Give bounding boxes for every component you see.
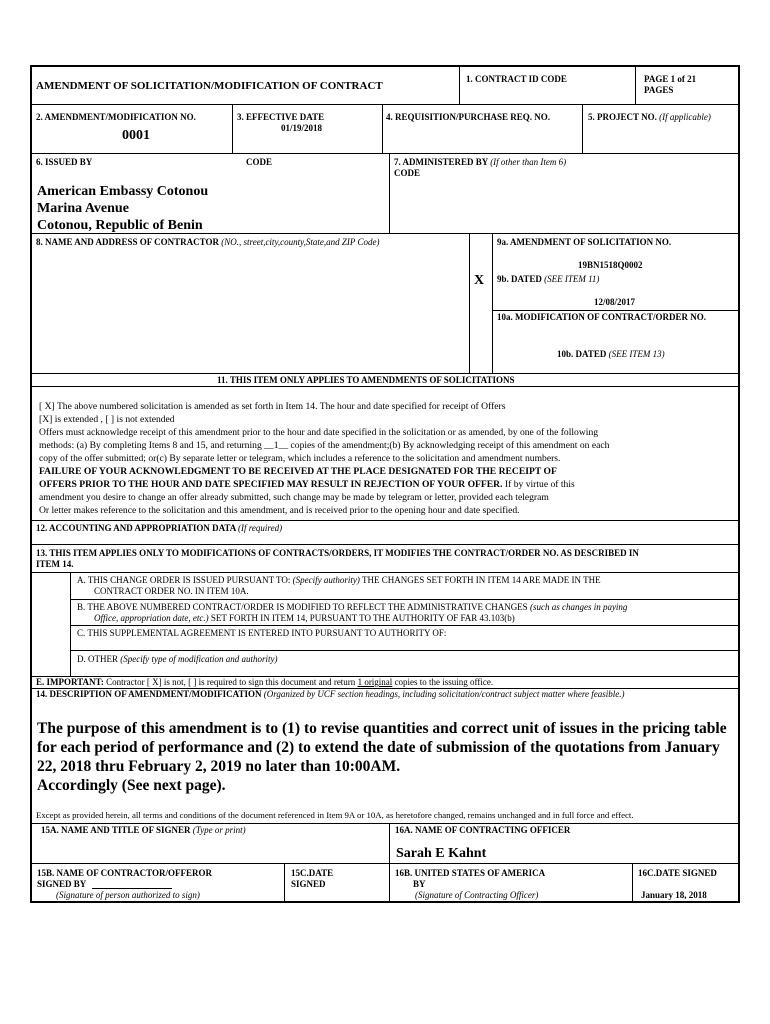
divider <box>632 863 633 903</box>
option-b-note2: Office, appropriation date, etc.) <box>94 613 209 623</box>
issued-by-code-label: CODE <box>246 157 273 167</box>
date-signed-15c-label-1: 15C.DATE <box>291 868 334 878</box>
contractor-signature-line <box>92 888 172 889</box>
item14-label <box>36 689 625 700</box>
important-text-1: Contractor [ X] is not, [ ] is required to sign this document and return <box>103 677 358 687</box>
divider <box>32 544 738 545</box>
divider <box>382 104 383 153</box>
item11-line-6: amendment you desire to change an offer already submitted, such change may be made by telegram or letter, provided each telegram <box>39 492 549 503</box>
dated-9b-value: 12/08/2017 <box>594 297 636 307</box>
issued-by-label: 6. ISSUED BY <box>36 157 93 167</box>
page-total: 21 <box>687 74 697 84</box>
page-label: PAGE <box>644 74 669 84</box>
signer-name-label <box>41 825 246 836</box>
amendment-no-label: 2. AMENDMENT/MODIFICATION NO. <box>36 112 196 122</box>
divider <box>32 520 738 521</box>
page-number: 1 <box>670 74 676 84</box>
project-label-note: (If applicable) <box>659 112 711 122</box>
option-d-note: (Specify type of modification and authority) <box>120 654 278 664</box>
officer-name-label: 16A. NAME OF CONTRACTING OFFICER <box>395 825 571 835</box>
issuer-line-3: Cotonou, Republic of Benin <box>37 218 203 233</box>
amendment-no-value: 0001 <box>122 128 150 143</box>
option-b-suffix: SET FORTH IN ITEM 14, PURSUANT TO THE AUTHORITY OF FAR 43.103(b) <box>208 613 515 623</box>
item13-option-b <box>77 602 627 613</box>
effective-date-value: 01/19/2018 <box>281 123 323 133</box>
except-statement: Except as provided herein, all terms and conditions of the document referenced in Item 9A or 10A, as heretofore changed, remains unchanged and in full force and effect. <box>36 810 634 820</box>
divider <box>70 625 738 626</box>
divider <box>32 572 738 573</box>
issuer-line-2: Marina Avenue <box>37 201 129 216</box>
item13-option-b-line2 <box>94 613 515 624</box>
usa-signed-label-2: BY <box>413 879 426 889</box>
s15a-label-text: 15A. NAME AND TITLE OF SIGNER <box>41 825 191 835</box>
divider <box>32 104 738 105</box>
option-a-prefix: A. THIS CHANGE ORDER IS ISSUED PURSUANT TO: <box>77 575 291 585</box>
divider <box>389 153 390 233</box>
divider <box>635 67 636 104</box>
project-label-text: 5. PROJECT NO. <box>588 112 657 122</box>
solicitation-no-label: 9a. AMENDMENT OF SOLICITATION NO. <box>497 237 672 247</box>
divider <box>284 863 285 903</box>
pages-label: PAGES <box>644 85 674 95</box>
item13-option-c: C. THIS SUPPLEMENTAL AGREEMENT IS ENTERED INTO PURSUANT TO AUTHORITY OF: <box>77 628 447 638</box>
divider <box>32 153 738 154</box>
item13-option-d <box>77 654 277 665</box>
dated-10b-note: (SEE ITEM 13) <box>608 349 665 359</box>
item11-failure-1: FAILURE OF YOUR ACKNOWLEDGMENT TO BE RECEIVED AT THE PLACE DESIGNATED FOR THE RECEIPT OF <box>39 466 557 477</box>
item13-option-a <box>77 575 601 586</box>
divider <box>70 599 738 600</box>
requisition-label: 4. REQUISITION/PURCHASE REQ. NO. <box>386 112 551 122</box>
item13-heading-2: ITEM 14. <box>36 559 74 569</box>
divider <box>232 104 233 153</box>
option-b-prefix: B. THE ABOVE NUMBERED CONTRACT/ORDER IS MODIFIED TO REFLECT THE ADMINISTRATIVE CHANGES <box>77 602 528 612</box>
contractor-label-note: (NO., street,city,county,State,and ZIP Code) <box>221 237 380 247</box>
divider <box>70 572 71 676</box>
administered-code-label: CODE <box>394 168 421 178</box>
item11-line-1: [ X] The above numbered solicitation is amended as set forth in Item 14. The hour and date specified for receipt of Offers <box>39 401 506 412</box>
amendment-accordingly: Accordingly (See next page). <box>37 777 226 794</box>
important-notice <box>36 677 493 688</box>
item11-failure-bold: OFFERS PRIOR TO THE HOUR AND DATE SPECIFIED MAY RESULT IN REJECTION OF YOUR OFFER. <box>39 479 503 490</box>
item12-label <box>36 523 282 534</box>
page-of: of <box>677 74 685 84</box>
divider <box>492 233 493 373</box>
contractor-signed-label-2: SIGNED BY <box>37 879 87 889</box>
item11-failure-tail: If by virtue of this <box>502 479 575 490</box>
date-signed-15c-label-2: SIGNED <box>291 879 326 889</box>
item11-line-2: [X] is extended , [ ] is not extended <box>39 414 175 425</box>
divider <box>70 650 738 651</box>
divider <box>459 67 460 104</box>
item13-heading-1: 13. THIS ITEM APPLIES ONLY TO MODIFICATIONS OF CONTRACTS/ORDERS, IT MODIFIES THE CONTRACT/ORDER NO. AS DESCRIBED IN <box>36 548 639 558</box>
item11-line-4: methods: (a) By completing Items 8 and 15, and returning __1__ copies of the amendment;(b) By acknowledging receipt of this amendment on each <box>39 440 610 451</box>
administered-label-text: 7. ADMINISTERED BY <box>394 157 488 167</box>
date-signed-16c-label: 16C.DATE SIGNED <box>638 868 717 878</box>
contractor-label-text: 8. NAME AND ADDRESS OF CONTRACTOR <box>36 237 220 247</box>
important-prefix: E. IMPORTANT: <box>36 677 104 687</box>
amendment-purpose: The purpose of this amendment is to (1) to revise quantities and correct unit of issues in the pricing table for each period of performance and (2) to extend the date of submission of the quotations from January 22, 2018 thru February 2, 2019 no later than 10:00AM. <box>37 720 727 775</box>
modification-no-label: 10a. MODIFICATION OF CONTRACT/ORDER NO. <box>497 312 707 322</box>
administered-label-note: (If other than Item 6) <box>490 157 567 167</box>
divider <box>32 373 738 374</box>
project-no-label <box>588 112 711 123</box>
option-a-suffix: THE CHANGES SET FORTH IN ITEM 14 ARE MADE IN THE <box>359 575 601 585</box>
divider <box>469 233 470 373</box>
date-signed-16c-value: January 18, 2018 <box>641 890 707 900</box>
usa-signed-label-1: 16B. UNITED STATES OF AMERICA <box>395 868 546 878</box>
divider <box>492 310 738 311</box>
item11-line-5: copy of the offer submitted; or(c) By separate letter or telegram, which includes a reference to the solicitation and amendment numbers. <box>39 453 561 464</box>
option-a-note: (Specify authority) <box>292 575 360 585</box>
amendment-form <box>30 65 740 903</box>
divider <box>32 386 738 387</box>
item14-label-note: (Organized by UCF section headings, including solicitation/contract subject matter where feasible.) <box>263 689 625 699</box>
effective-date-label: 3. EFFECTIVE DATE <box>237 112 325 122</box>
dated-10b-text: 10b. DATED <box>557 349 607 359</box>
item14-label-text: 14. DESCRIPTION OF AMENDMENT/MODIFICATION <box>36 689 262 699</box>
divider <box>32 823 738 824</box>
divider <box>582 104 583 153</box>
item11-heading: 11. THIS ITEM ONLY APPLIES TO AMENDMENTS OF SOLICITATIONS <box>217 375 515 385</box>
dated-10b-label <box>557 349 665 360</box>
form-title: AMENDMENT OF SOLICITATION/MODIFICATION OF CONTRACT <box>36 80 383 92</box>
page-indicator <box>644 74 696 85</box>
s15a-label-note: (Type or print) <box>192 825 246 835</box>
item13-option-a-line2: CONTRACT ORDER NO. IN ITEM 10A. <box>94 586 249 596</box>
officer-name-value: Sarah E Kahnt <box>396 846 487 861</box>
issuer-line-1: American Embassy Cotonou <box>37 184 209 199</box>
dated-9b-note: (SEE ITEM 11) <box>544 274 600 284</box>
administered-by-label <box>394 157 566 168</box>
contract-id-label: 1. CONTRACT ID CODE <box>466 74 567 84</box>
contractor-signature-note: (Signature of person authorized to sign) <box>56 890 200 900</box>
item11-failure-2 <box>39 479 575 492</box>
contractor-signed-label-1: 15B. NAME OF CONTRACTOR/OFFEROR <box>37 868 213 878</box>
solicitation-no-value: 19BN1518Q0002 <box>578 260 643 270</box>
option-d-prefix: D. OTHER <box>77 654 118 664</box>
item11-line-7: Or letter makes reference to the solicitation and this amendment, and is received prior to the opening hour and date specified. <box>39 505 520 516</box>
contractor-label <box>36 237 380 248</box>
item12-label-text: 12. ACCOUNTING AND APPROPRIATION DATA <box>36 523 236 533</box>
important-text-2: 1 original <box>357 677 393 687</box>
officer-signature-note: (Signature of Contracting Officer) <box>415 890 539 900</box>
dated-9b-label <box>497 274 599 285</box>
important-text-3: copies to the issuing office. <box>392 677 494 687</box>
item11-line-3: Offers must acknowledge receipt of this amendment prior to the hour and date specified in the solicitation or as amended, by one of the following <box>39 427 599 438</box>
dated-9b-text: 9b. DATED <box>497 274 542 284</box>
item12-label-note: (If required) <box>238 523 283 533</box>
amendment-checkbox-mark: X <box>474 273 485 288</box>
option-b-note: (such as changes in paying <box>529 602 628 612</box>
